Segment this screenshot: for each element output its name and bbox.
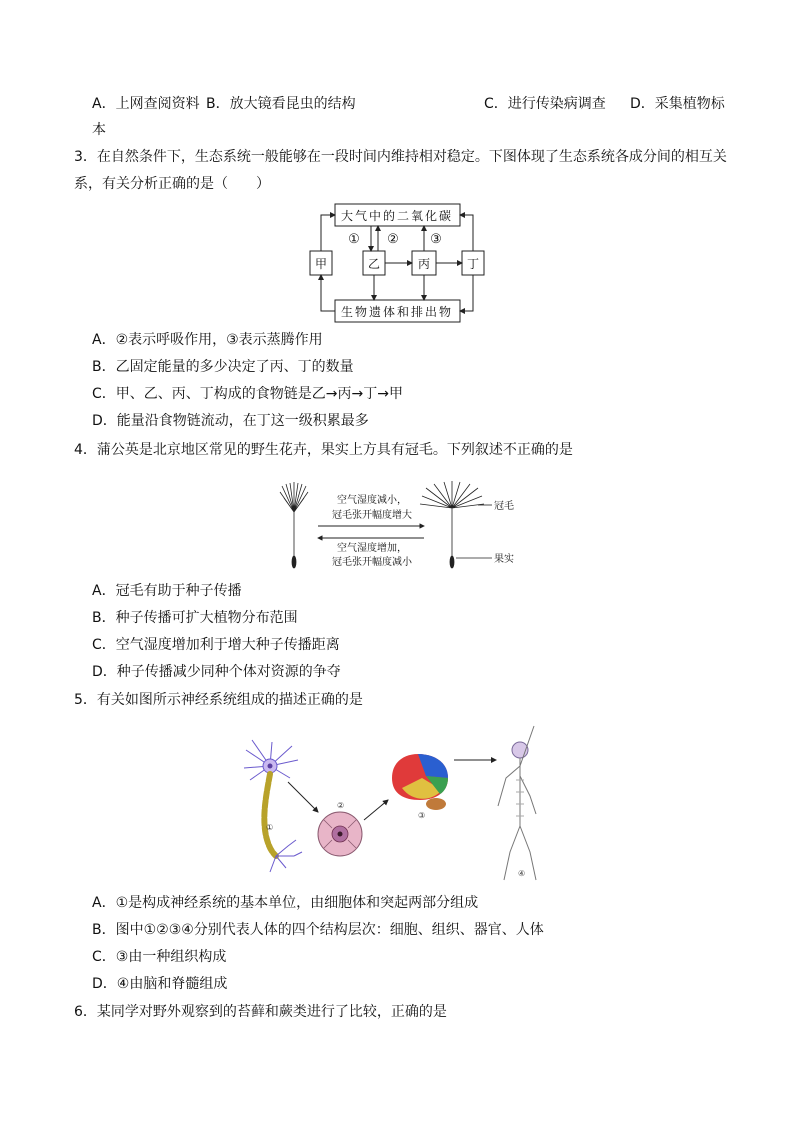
q4-option-d: D．种子传播减少同种个体对资源的争夺 [92, 664, 341, 680]
q6-stem: 6．某同学对野外观察到的苔藓和蕨类进行了比较，正确的是 [74, 1004, 447, 1020]
fruit-label: 果实 [494, 554, 514, 565]
marker-1: ① [266, 823, 274, 832]
marker-1: ① [348, 232, 360, 247]
dandelion-open [420, 481, 484, 568]
q2-option-c: C．进行传染病调查 [484, 96, 606, 112]
jia-label: 甲 [314, 257, 328, 271]
ding-label: 丁 [466, 257, 480, 271]
upper-text-1: 空气湿度减小， [337, 495, 407, 506]
q2-option-d: D．采集植物标 [630, 96, 725, 112]
marker-4: ④ [518, 869, 526, 878]
q4-dandelion-figure [272, 478, 532, 572]
q3-option-c: C．甲、乙、丙、丁构成的食物链是乙→丙→丁→甲 [92, 386, 403, 402]
pappus-label: 冠毛 [494, 501, 514, 512]
q4-option-a: A．冠毛有助于种子传播 [92, 583, 242, 599]
q4-stem: 4．蒲公英是北京地区常见的野生花卉，果实上方具有冠毛。下列叙述不正确的是 [74, 442, 573, 458]
q3-stem-line2: 系，有关分析正确的是（ ） [74, 176, 270, 192]
q5-option-b: B．图中①②③④分别代表人体的四个结构层次：细胞、组织、器官、人体 [92, 922, 544, 938]
co2-label: 大气中的二氧化碳 [340, 209, 454, 223]
q4-option-c: C．空气湿度增加利于增大种子传播距离 [92, 637, 340, 653]
lower-text-2: 冠毛张开幅度减小 [332, 557, 412, 568]
q2-option-d-continued: 本 [92, 122, 106, 138]
human-nervous-system-illustration [498, 726, 536, 880]
q4-option-b: B．种子传播可扩大植物分布范围 [92, 610, 298, 626]
dandelion-closed [280, 482, 308, 568]
q3-stem-line1: 3．在自然条件下，生态系统一般能够在一段时间内维持相对稳定。下图体现了生态系统各成分间的相互关 [74, 149, 727, 165]
remains-label: 生物遗体和排出物 [340, 305, 454, 319]
upper-text-2: 冠毛张开幅度增大 [332, 510, 412, 521]
q5-option-a: A．①是构成神经系统的基本单位，由细胞体和突起两部分组成 [92, 895, 479, 911]
q2-option-b: B．放大镜看昆虫的结构 [206, 96, 356, 112]
marker-3: ③ [418, 811, 426, 820]
axon [264, 774, 276, 856]
q3-option-d: D．能量沿食物链流动，在丁这一级积累最多 [92, 413, 369, 429]
q5-option-d: D．④由脑和脊髓组成 [92, 976, 228, 992]
q5-option-c: C．③由一种组织构成 [92, 949, 227, 965]
q3-option-b: B．乙固定能量的多少决定了丙、丁的数量 [92, 359, 354, 375]
lower-text-1: 空气湿度增加， [337, 543, 407, 554]
q5-nervous-system-figure [236, 716, 556, 888]
q2-option-a: A．上网查阅资料 [92, 96, 200, 112]
bing-label: 丙 [417, 257, 431, 271]
q3-ecosystem-diagram [300, 198, 500, 326]
q3-option-a: A．②表示呼吸作用，③表示蒸腾作用 [92, 332, 323, 348]
brain-illustration [392, 754, 448, 810]
nerve-tissue-illustration [318, 812, 362, 856]
marker-2: ② [387, 232, 399, 247]
yi-label: 乙 [367, 257, 381, 271]
marker-3: ③ [430, 232, 442, 247]
marker-2: ② [337, 801, 345, 810]
q5-stem: 5．有关如图所示神经系统组成的描述正确的是 [74, 692, 363, 708]
